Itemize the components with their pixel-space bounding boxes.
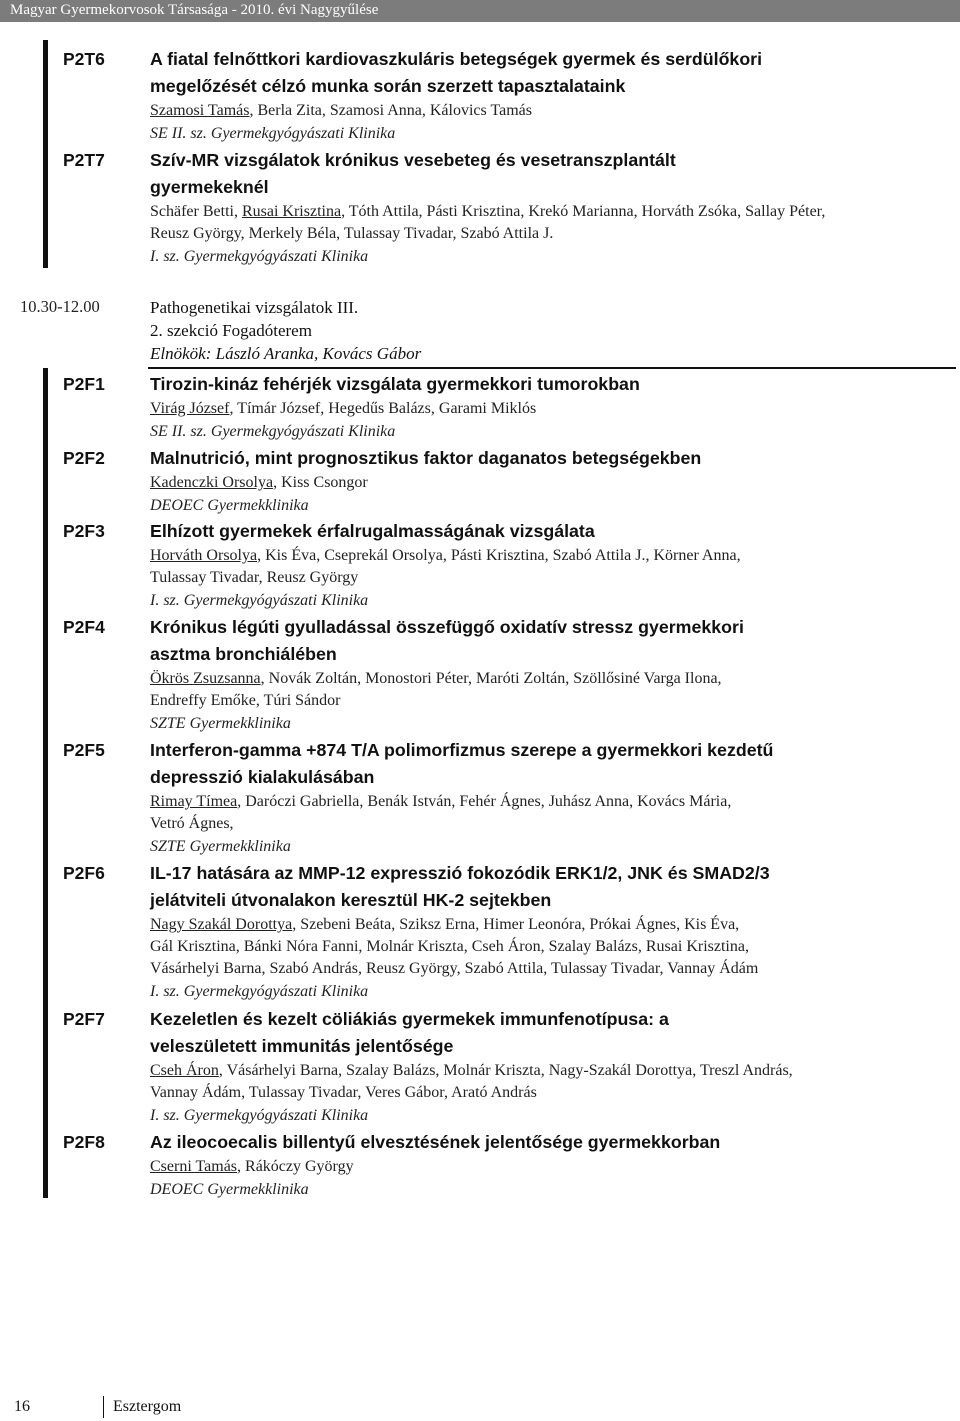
coauthors: Vásárhelyi Barna, Szalay Balázs, Molnár Kriszta, Nagy-Szakál Dorottya, Treszl András, — [226, 1062, 793, 1079]
coauthors: Vannay Ádám, Tulassay Tivadar, Veres Gábor, Arató András — [150, 1084, 537, 1101]
session-time: 10.30-12.00 — [20, 297, 100, 316]
abstract-code: P2F8 — [63, 1132, 105, 1152]
abstract-code: P2T6 — [63, 49, 105, 69]
abstract-code: P2T7 — [63, 150, 105, 170]
author-list: Cseh Áron, Vásárhelyi Barna, Szalay Balázs, Molnár Kriszta, Nagy-Szakál Dorottya, Treszl András, Vannay Ádám, Tulassay Tivadar, Veres Gábor, Arató András — [150, 1062, 793, 1101]
abstract-code: P2F2 — [63, 448, 105, 468]
author-list: Schäfer Betti, Rusai Krisztina, Tóth Attila, Pásti Krisztina, Krekó Marianna, Horváth Zsóka, Sallay Péter, Reusz György, Merkely Béla, Tulassay Tivadar, Szabó Attila J. — [150, 203, 826, 242]
abstract-title — [150, 46, 950, 100]
author-list: Virág József, Tímár József, Hegedűs Balázs, Garami Miklós — [150, 400, 537, 417]
abstract-entry — [150, 46, 950, 145]
title-line: Krónikus légúti gyulladással összefüggő oxidatív stressz gyermekkori — [150, 617, 744, 637]
institution: SE II. sz. Gyermekgyógyászati Klinika — [150, 125, 396, 142]
abstract-entry — [150, 737, 950, 858]
abstract-title — [150, 518, 950, 545]
footer-divider — [103, 1396, 104, 1418]
institution: SE II. sz. Gyermekgyógyászati Klinika — [150, 423, 396, 440]
running-header: Magyar Gyermekorvosok Társasága - 2010. évi Nagygyűlése — [0, 0, 960, 22]
coauthors: Szebeni Beáta, Sziksz Erna, Himer Leonóra, Prókai Ágnes, Kis Éva, — [300, 916, 740, 933]
abstract-title — [150, 1006, 950, 1060]
institution: I. sz. Gyermekgyógyászati Klinika — [150, 983, 369, 1000]
presenter-name: Virág József — [150, 400, 230, 417]
institution: DEOEC Gyermekklinika — [150, 497, 309, 514]
author-list: Ökrös Zsuzsanna, Novák Zoltán, Monostori Péter, Maróti Zoltán, Szöllősiné Varga Ilona, Endreffy Emőke, Túri Sándor — [150, 670, 722, 709]
session-chairs: Elnökök: László Aranka, Kovács Gábor — [150, 344, 422, 363]
abstract-entry — [150, 860, 950, 1003]
abstract-entry — [150, 445, 950, 517]
abstract-entry — [150, 518, 950, 612]
title-line: A fiatal felnőttkori kardiovaszkuláris betegségek gyermek és serdülőkori — [150, 49, 763, 69]
coauthors: Reusz György, Merkely Béla, Tulassay Tivadar, Szabó Attila J. — [150, 225, 554, 242]
abstract-code: P2F5 — [63, 740, 105, 760]
institution: DEOEC Gyermekklinika — [150, 1181, 309, 1198]
author-list: Horváth Orsolya, Kis Éva, Cseprekál Orsolya, Pásti Krisztina, Szabó Attila J., Körner Anna, Tulassay Tivadar, Reusz György — [150, 547, 741, 586]
presenter-name: Kadenczki Orsolya — [150, 474, 274, 491]
abstract-entry — [150, 147, 950, 268]
abstract-code: P2F1 — [63, 374, 105, 394]
left-margin-bar-bottom — [43, 368, 48, 1198]
abstract-title — [150, 1129, 950, 1156]
abstract-entry — [150, 371, 950, 443]
title-line: Kezeletlen és kezelt cöliákiás gyermekek immunfenotípusa: a — [150, 1009, 669, 1029]
title-line: asztma bronchiálében — [150, 644, 337, 664]
session-room: 2. szekció Fogadóterem — [150, 321, 312, 340]
title-line: Tirozin-kináz fehérjék vizsgálata gyermekkori tumorokban — [150, 374, 640, 394]
title-line: Interferon-gamma +874 T/A polimorfizmus szerepe a gyermekkori kezdetű — [150, 740, 774, 760]
session-header-rule — [148, 367, 956, 369]
author-list: Kadenczki Orsolya, Kiss Csongor — [150, 474, 368, 491]
coauthors: Berla Zita, Szamosi Anna, Kálovics Tamás — [257, 102, 532, 119]
title-line: gyermekeknél — [150, 177, 269, 197]
coauthors: Vetró Ágnes, — [150, 815, 234, 832]
title-line: IL-17 hatására az MMP-12 expresszió fokozódik ERK1/2, JNK és SMAD2/3 — [150, 863, 770, 883]
institution: I. sz. Gyermekgyógyászati Klinika — [150, 592, 369, 609]
coauthors: Schäfer Betti, — [150, 203, 242, 220]
coauthors: Tímár József, Hegedűs Balázs, Garami Miklós — [237, 400, 537, 417]
abstract-title — [150, 371, 950, 398]
abstract-title — [150, 860, 950, 914]
institution: SZTE Gyermekklinika — [150, 838, 291, 855]
abstract-code: P2F7 — [63, 1009, 105, 1029]
presenter-name: Nagy Szakál Dorottya — [150, 916, 293, 933]
presenter-name: Horváth Orsolya — [150, 547, 258, 564]
title-line: Elhízott gyermekek érfalrugalmasságának vizsgálata — [150, 521, 595, 541]
abstract-title — [150, 614, 950, 668]
presenter-name: Cseh Áron — [150, 1062, 219, 1079]
institution: SZTE Gyermekklinika — [150, 715, 291, 732]
footer-location: Esztergom — [113, 1398, 182, 1415]
coauthors: Tulassay Tivadar, Reusz György — [150, 569, 359, 586]
title-line: Szív-MR vizsgálatok krónikus vesebeteg és vesetranszplantált — [150, 150, 676, 170]
coauthors: Novák Zoltán, Monostori Péter, Maróti Zoltán, Szöllősiné Varga Ilona, — [268, 670, 722, 687]
abstract-title — [150, 445, 950, 472]
presenter-name: Ökrös Zsuzsanna — [150, 670, 261, 687]
presenter-name: Cserni Tamás — [150, 1158, 238, 1175]
presenter-name: Rimay Tímea — [150, 793, 238, 810]
coauthors: Endreffy Emőke, Túri Sándor — [150, 692, 341, 709]
coauthors: Rákóczy György — [245, 1158, 354, 1175]
session-header — [150, 296, 950, 365]
abstract-code: P2F3 — [63, 521, 105, 541]
presenter-name: Szamosi Tamás — [150, 102, 250, 119]
abstract-entry — [150, 1006, 950, 1127]
abstract-title — [150, 737, 950, 791]
abstract-title — [150, 147, 950, 201]
presenter-name: Rusai Krisztina — [241, 203, 342, 220]
abstract-entry — [150, 1129, 950, 1201]
institution: I. sz. Gyermekgyógyászati Klinika — [150, 248, 369, 265]
author-list: Cserni Tamás, Rákóczy György — [150, 1158, 354, 1175]
page-number: 16 — [14, 1398, 30, 1415]
title-line: veleszületett immunitás jelentősége — [150, 1036, 454, 1056]
abstract-entry — [150, 614, 950, 735]
author-list: Szamosi Tamás, Berla Zita, Szamosi Anna, Kálovics Tamás — [150, 102, 532, 119]
author-list: Rimay Tímea, Daróczi Gabriella, Benák István, Fehér Ágnes, Juhász Anna, Kovács Mária, Vetró Ágnes, — [150, 793, 732, 832]
coauthors: Daróczi Gabriella, Benák István, Fehér Ágnes, Juhász Anna, Kovács Mária, — [245, 793, 732, 810]
author-list: Nagy Szakál Dorottya, Szebeni Beáta, Sziksz Erna, Himer Leonóra, Prókai Ágnes, Kis Éva, Gál Krisztina, Bánki Nóra Fanni, Molnár Kriszta, Cseh Áron, Szalay Balázs, Rusai Krisztina, Vásárhelyi Barna, Szabó András, Reusz György, Szabó Attila, Tulassay Tivadar, Vannay Ádám — [150, 916, 759, 977]
title-line: Malnutrició, mint prognosztikus faktor daganatos betegségekben — [150, 448, 702, 468]
title-line: megelőzését célzó munka során szerzett tapasztalataink — [150, 76, 626, 96]
coauthors: Kis Éva, Cseprekál Orsolya, Pásti Krisztina, Szabó Attila J., Körner Anna, — [265, 547, 741, 564]
left-margin-bar-top — [43, 40, 48, 268]
abstract-code: P2F6 — [63, 863, 105, 883]
title-line: jelátviteli útvonalakon keresztül HK-2 sejtekben — [150, 890, 552, 910]
institution: I. sz. Gyermekgyógyászati Klinika — [150, 1107, 369, 1124]
coauthors: Kiss Csongor — [281, 474, 368, 491]
title-line: depresszió kialakulásában — [150, 767, 375, 787]
session-title: Pathogenetikai vizsgálatok III. — [150, 298, 359, 317]
title-line: Az ileocoecalis billentyű elvesztésének jelentősége gyermekkorban — [150, 1132, 721, 1152]
abstract-code: P2F4 — [63, 617, 105, 637]
coauthors: Tóth Attila, Pásti Krisztina, Krekó Marianna, Horváth Zsóka, Sallay Péter, — [348, 203, 826, 220]
coauthors: Gál Krisztina, Bánki Nóra Fanni, Molnár Kriszta, Cseh Áron, Szalay Balázs, Rusai Krisztina, — [150, 938, 749, 955]
coauthors: Vásárhelyi Barna, Szabó András, Reusz György, Szabó Attila, Tulassay Tivadar, Vannay Ádám — [150, 960, 759, 977]
